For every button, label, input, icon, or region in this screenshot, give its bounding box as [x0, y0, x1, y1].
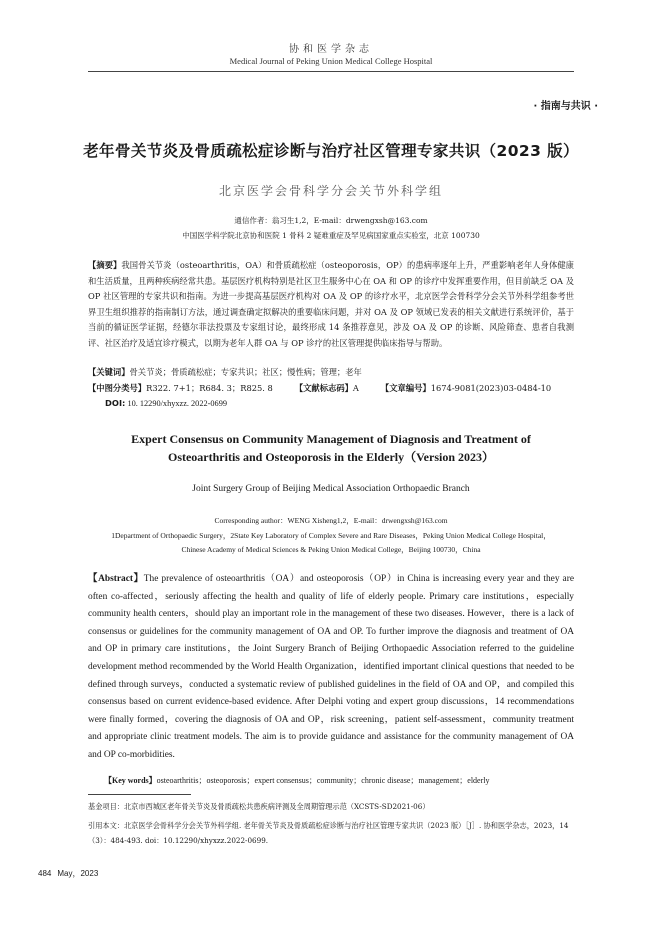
article-number-label: 【文章编号】 [380, 383, 431, 393]
corresponding-author-en: Corresponding author：WENG Xisheng1,2，E-mail：drwengxsh@163.com [214, 516, 448, 525]
keywords-cn-text: 骨关节炎；骨质疏松症；专家共识；社区；慢性病；管理；老年 [129, 367, 362, 377]
article-number-value: 1674-9081(2023)03-0484-10 [430, 383, 552, 393]
keywords-en-text: osteoarthritis；osteoporosis；expert consensus；community；chronic disease；management；elderly [156, 776, 490, 785]
page-number: 484 [38, 869, 52, 878]
doc-code-value: A [352, 383, 359, 393]
abstract-en-label: 【Abstract】 [88, 574, 144, 584]
doi-label: DOI: [105, 398, 126, 408]
footnote-divider [88, 794, 191, 795]
affiliation-en [88, 529, 574, 557]
abstract-en-text: The prevalence of osteoarthritis（OA）and osteoporosis（OP）in China is increasing every year and they are often co-affected，seriously affecting the health and quality of life of elderly people. Primary care institutions，especially community health centers，should play an important role in the management of these two diseases. However，there is a lack of consensus or guidelines for the community management of OA and OP. To further improve the diagnosis and treatment of OA and OP in primary care institutions，the Joint Surgery Branch of Beijing Orthopaedic Association referred to the guideline development method recommended by the World Health Organization，identified important clinical questions that needed to be defined through surveys，conducted a systematic review of published guidelines in the field of OA and OP，and compiled this consensus based on current evidence-based evidence. After Delphi voting and expert group discussions，14 recommendations were finally formed，covering the diagnosis of OA and OP，risk screening，patient self-assessment，community treatment and appropriate clinic treatment models. The aim is to provide guidance and assistance for the community management of OA and OP co-morbidities. [88, 574, 575, 760]
header-divider [88, 71, 574, 72]
keywords-cn-label: 【关键词】 [88, 367, 130, 377]
affiliation-en-line1: 1Department of Orthopaedic Surgery，2State Key Laboratory of Complex Severe and Rare Diseases，Peking Union Medical College Hospital， [111, 531, 551, 540]
article-title-en [88, 430, 574, 466]
article-title-cn: 老年骨关节炎及骨质疏松症诊断与治疗社区管理专家共识（2023 版） [83, 142, 579, 160]
article-title-en-line1: Expert Consensus on Community Management of Diagnosis and Treatment of [131, 432, 531, 446]
corresponding-author-cn: 通信作者：翁习生1,2，E-mail：drwengxsh@163.com [234, 216, 428, 225]
citation-note: 引用本文：北京医学会骨科学分会关节外科学组. 老年骨关节炎及骨质疏松症诊断与治疗社区管理专家共识（2023 版）［J］. 协和医学杂志，2023，14（3）：484-493. doi：10.12290/xhyxzz.2022-0699. [88, 821, 569, 845]
author-group-en: Joint Surgery Group of Beijing Medical Association Orthopaedic Branch [192, 484, 470, 494]
article-title-en-line2: Osteoarthritis and Osteoporosis in the Elderly（Version 2023） [167, 450, 494, 464]
clc-value: R322. 7+1；R684. 3；R825. 8 [146, 383, 273, 393]
doc-code-label: 【文献标志码】 [294, 383, 353, 393]
affiliation-en-line2: Chinese Academy of Medical Sciences & Peking Union Medical College，Beijing 100730，China [181, 545, 481, 554]
section-tag: · 指南与共识 · [533, 101, 598, 112]
abstract-en [88, 571, 574, 765]
author-group-cn: 北京医学会骨科学分会关节外科学组 [218, 184, 443, 198]
classification-cn [88, 382, 574, 394]
journal-title-en: Medical Journal of Peking Union Medical College Hospital [229, 56, 433, 66]
affiliation-cn: 中国医学科学院北京协和医院 1 骨科 2 疑难重症及罕见病国家重点实验室，北京 100730 [182, 231, 480, 240]
page-footer [38, 868, 98, 879]
abstract-cn-label: 【摘要】 [88, 260, 122, 270]
clc-label: 【中图分类号】 [88, 383, 147, 393]
doi-link[interactable]: 10. 12290/xhyxzz. 2022-0699 [127, 399, 227, 408]
abstract-cn [88, 258, 574, 351]
page-date: May，2023 [57, 869, 99, 878]
keywords-en-label: 【Key words】 [104, 776, 157, 785]
keywords-cn [88, 366, 574, 378]
keywords-en [104, 775, 574, 786]
doi-line [105, 398, 227, 408]
abstract-cn-text: 我国骨关节炎（osteoarthritis，OA）和骨质疏松症（osteoporosis，OP）的患病率逐年上升，严重影响老年人身体健康和生活质量，且两种疾病经常共患。基层医疗机构特别是社区卫生服务中心在 OA 和 OP 的诊疗中发挥重要作用，但目前缺乏 OA 及 OP 社区管理的专家共识和指南。为进一步提高基层医疗机构对 OA 及 OP 的诊疗水平，北京医学会骨科学分会关节外科学组参考世界卫生组织推荐的指南制订方法，通过调查确定拟解决的重要临床问题，并对 OA 及 OP 领域已发表的相关文献进行系统评价，基于当前的循证医学证据，经德尔菲法投票及专家组讨论，最终形成 14 条推荐意见，涉及 OA 及 OP 的诊断、风险筛查、患者自我测评、社区治疗及适宜诊疗模式，以期为老年人群 OA 与 OP 诊疗的社区管理提供临床指导与帮助。 [88, 260, 574, 348]
funding-note: 基金项目：北京市西城区老年骨关节炎及骨质疏松共患疾病评测及全周期管理示范（XCSTS-SD2021-06） [88, 802, 430, 811]
journal-title-cn: 协和医学杂志 [289, 44, 373, 55]
